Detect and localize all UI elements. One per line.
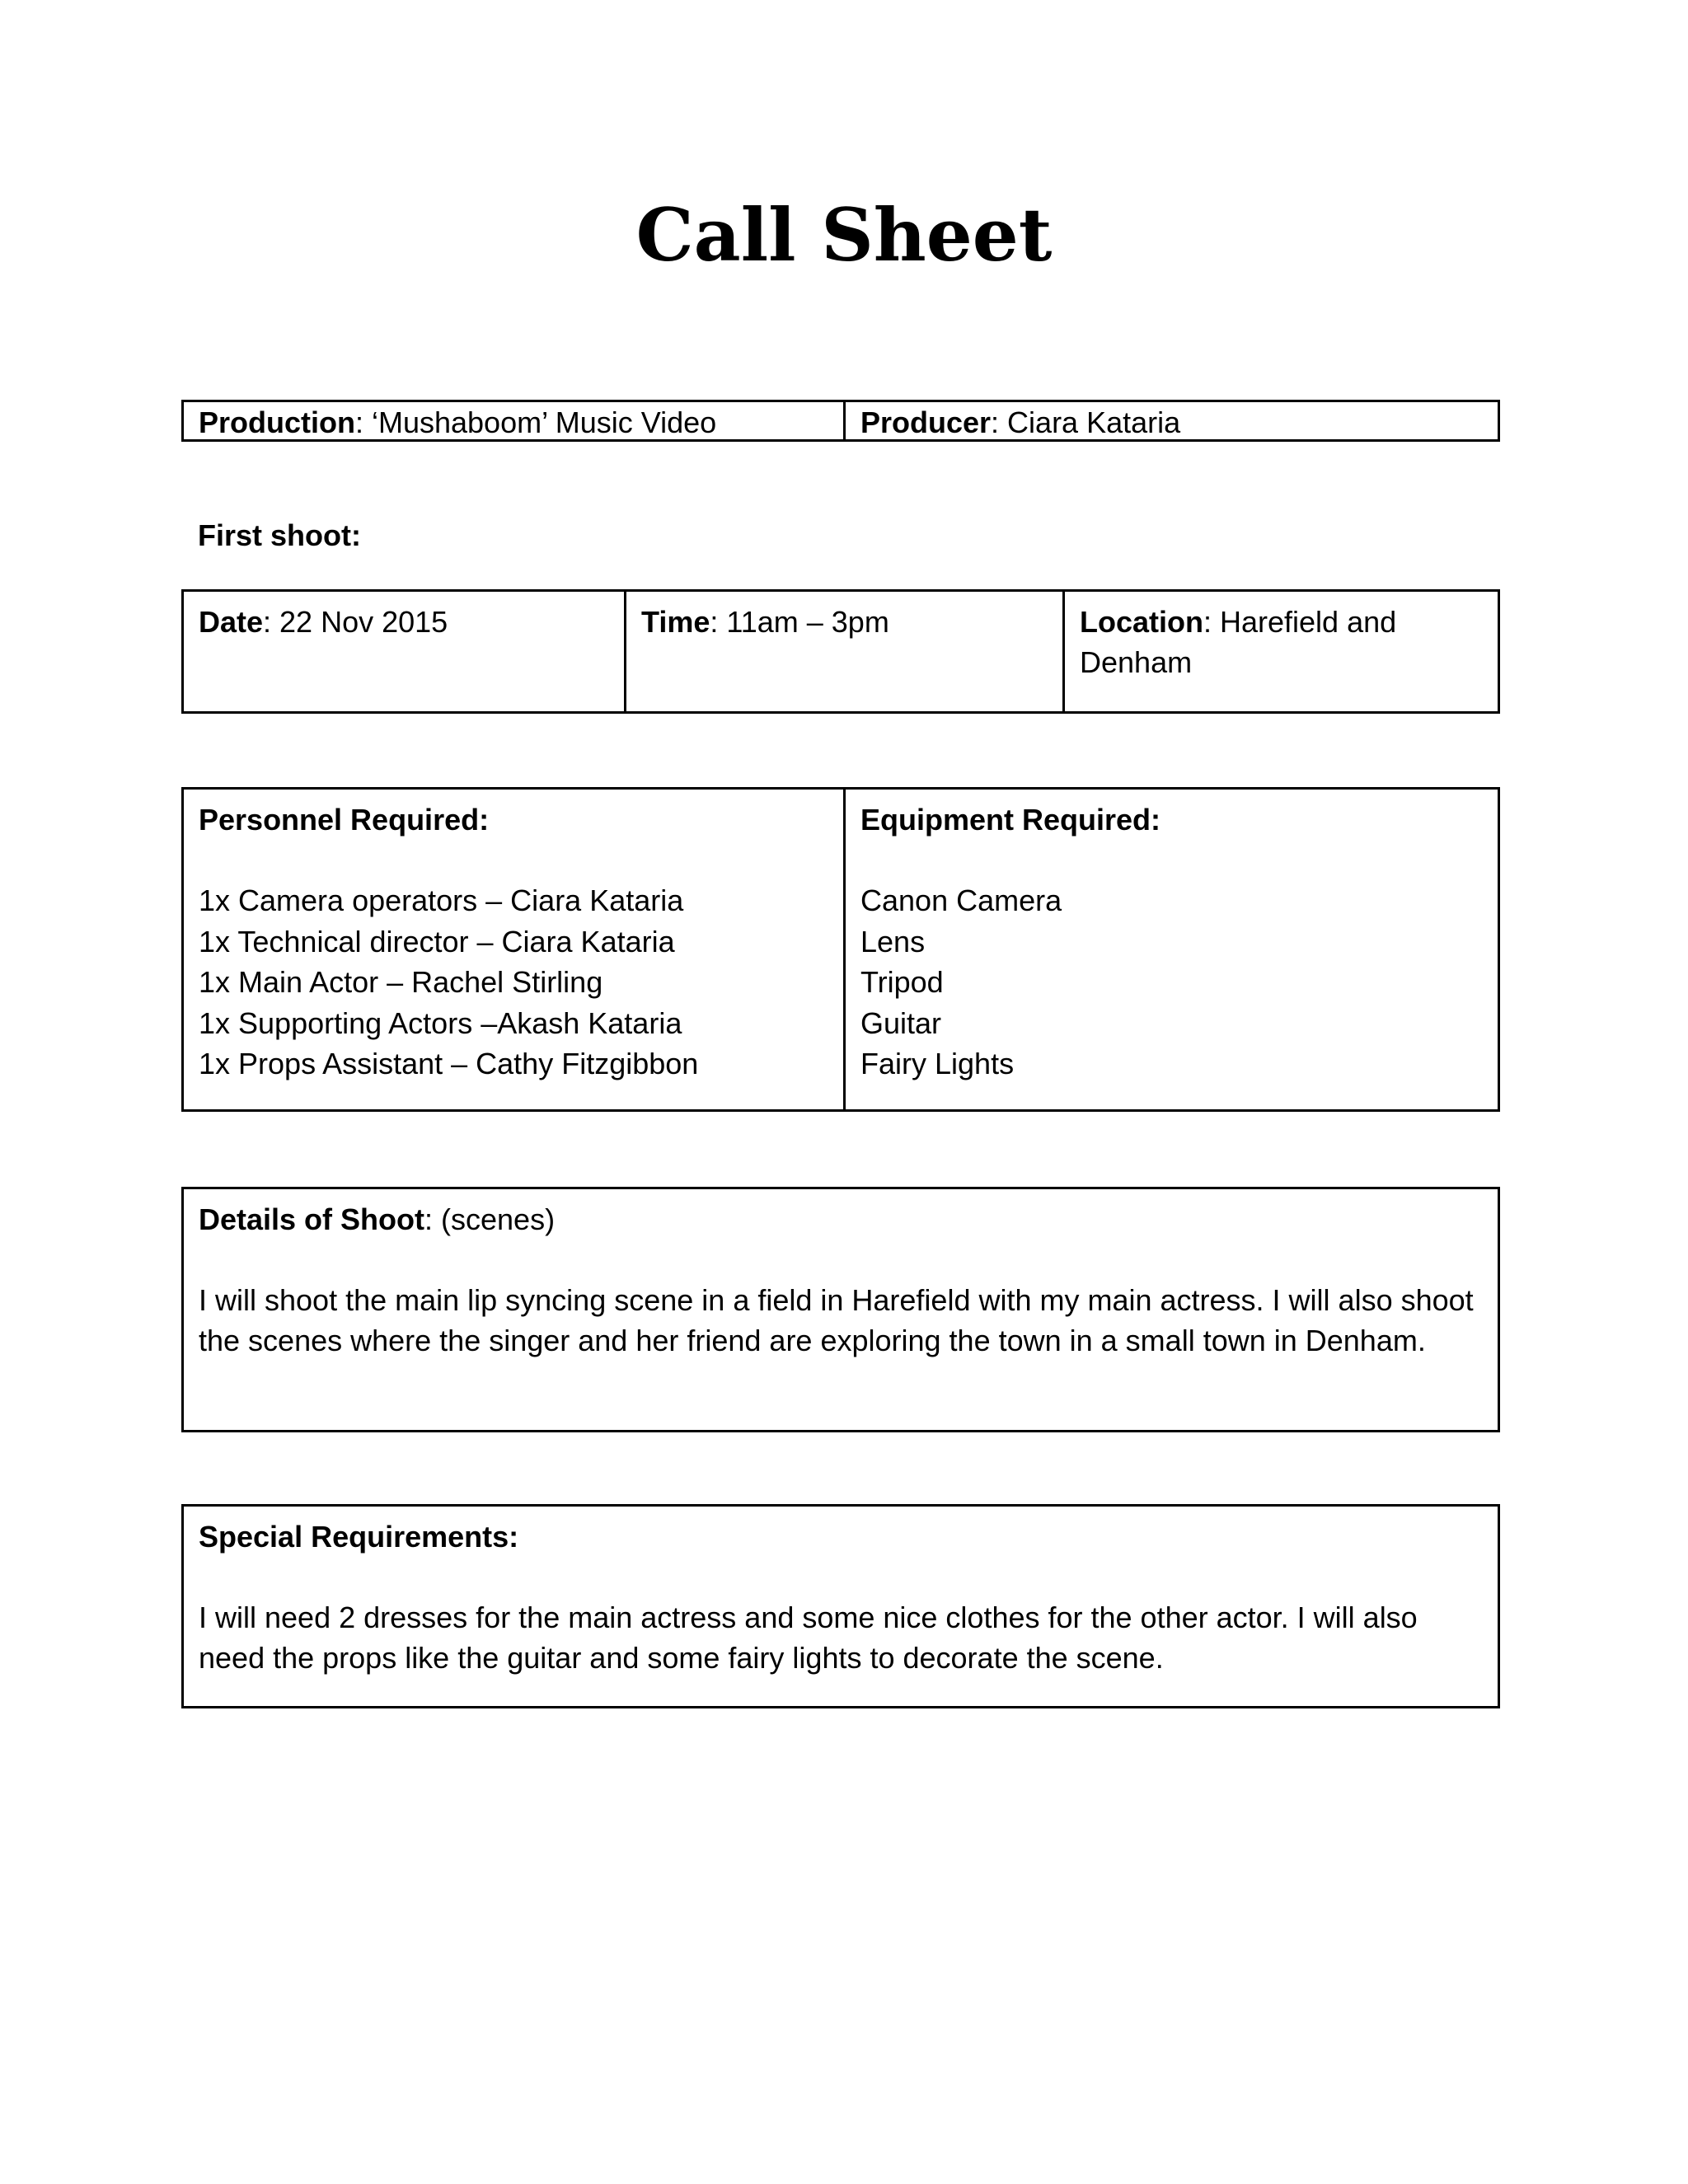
requirements-table xyxy=(181,787,1500,1112)
date-value: : 22 Nov 2015 xyxy=(263,605,448,639)
date-cell xyxy=(184,592,624,711)
list-item: Fairy Lights xyxy=(860,1047,1015,1080)
first-shoot-heading: First shoot: xyxy=(198,518,361,552)
list-item: 1x Technical director – Ciara Kataria xyxy=(199,924,675,958)
details-label: Details of Shoot xyxy=(199,1202,425,1236)
producer-value: : Ciara Kataria xyxy=(991,405,1181,439)
special-text: I will need 2 dresses for the main actress and some nice clothes for the other actor. I will also need the props like the guitar and some fairy lights to decorate the scene. xyxy=(199,1601,1418,1675)
equipment-list xyxy=(860,880,1483,1085)
list-item: Guitar xyxy=(860,1005,942,1040)
list-item: Lens xyxy=(860,924,926,958)
details-label-suffix: : (scenes) xyxy=(424,1202,556,1236)
page-title: Call Sheet xyxy=(635,192,1053,278)
location-cell xyxy=(1062,592,1498,711)
special-cell xyxy=(184,1507,1498,1706)
list-item: 1x Props Assistant – Cathy Fitzgibbon xyxy=(199,1047,699,1080)
details-text: I will shoot the main lip syncing scene in a field in Harefield with my main actress. I will also shoot the scenes where the singer and her friend are exploring the town in a small town in Denham. xyxy=(199,1283,1474,1357)
producer-cell xyxy=(843,402,1498,439)
equipment-cell xyxy=(843,790,1498,1109)
location-label: Location xyxy=(1080,605,1203,639)
personnel-cell xyxy=(184,790,843,1109)
personnel-heading: Personnel Required: xyxy=(199,803,490,837)
list-item: Canon Camera xyxy=(860,883,1062,917)
production-table xyxy=(181,400,1500,442)
details-table xyxy=(181,1187,1500,1432)
shoot-info-table xyxy=(181,589,1500,714)
production-value: : ‘Mushaboom’ Music Video xyxy=(354,405,717,439)
list-item: 1x Camera operators – Ciara Kataria xyxy=(199,883,684,917)
list-item: 1x Main Actor – Rachel Stirling xyxy=(199,965,603,999)
list-item: Tripod xyxy=(860,965,944,999)
location-value-line2: Denham xyxy=(1080,645,1193,679)
personnel-list xyxy=(199,880,828,1085)
date-label: Date xyxy=(199,605,264,639)
equipment-heading: Equipment Required: xyxy=(860,803,1161,837)
time-cell xyxy=(624,592,1062,711)
production-label: Production xyxy=(199,405,355,439)
time-value: : 11am – 3pm xyxy=(710,605,889,639)
details-cell xyxy=(184,1189,1498,1430)
location-value-line1: : Harefield and xyxy=(1203,605,1397,639)
special-heading: Special Requirements: xyxy=(199,1520,519,1554)
special-table xyxy=(181,1504,1500,1708)
list-item: 1x Supporting Actors –Akash Kataria xyxy=(199,1005,682,1040)
production-cell xyxy=(184,402,843,439)
time-label: Time xyxy=(641,605,710,639)
producer-label: Producer xyxy=(860,405,992,439)
